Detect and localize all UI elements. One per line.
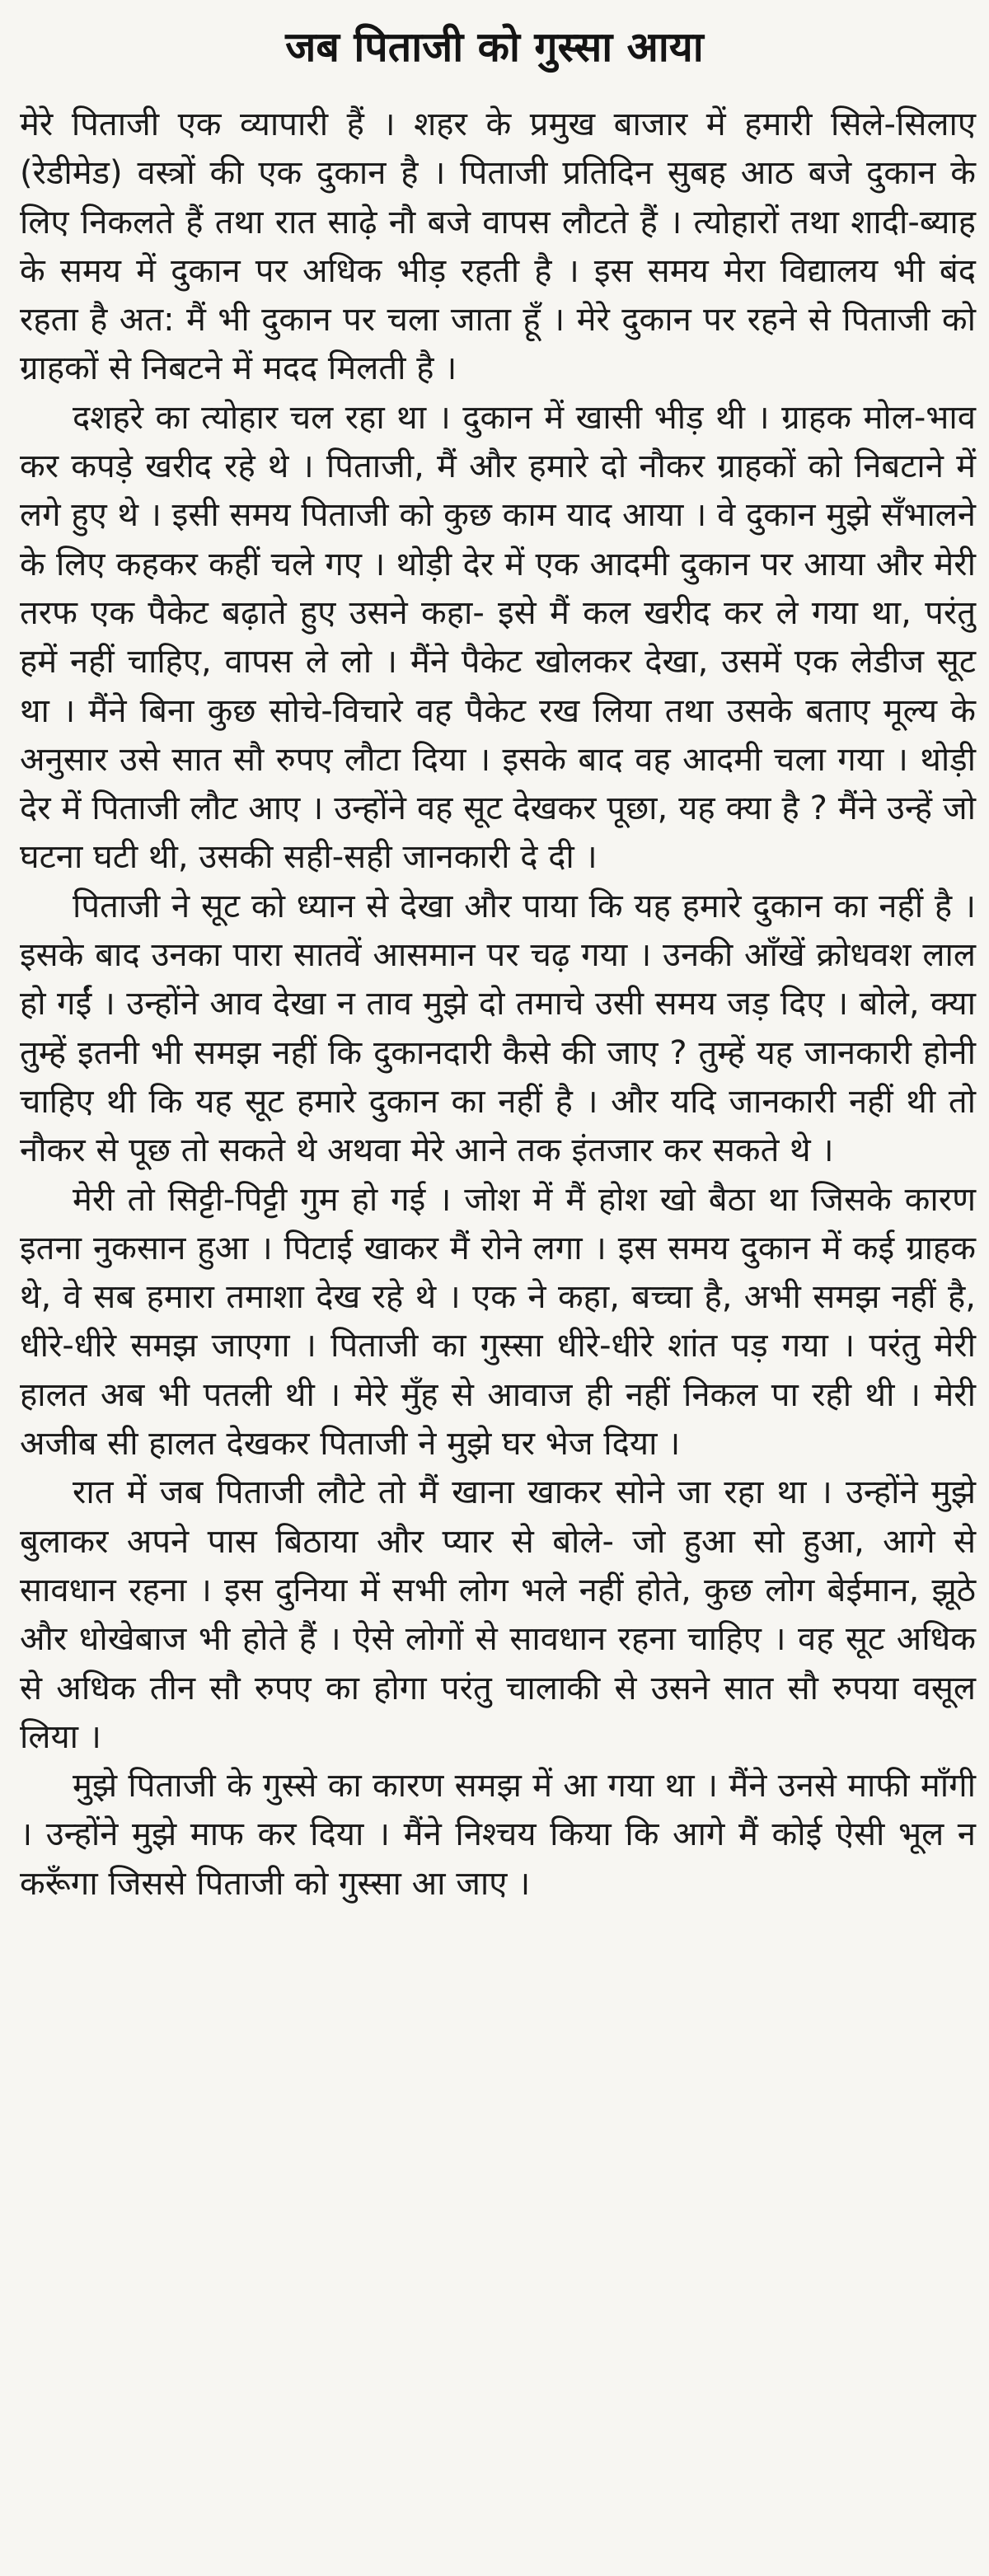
paragraph-3: पिताजी ने सूट को ध्यान से देखा और पाया कि यह हमारे दुकान का नहीं है । इसके बाद उनका पारा सातवें आसमान पर चढ़ गया । उनकी आँखें क्रोधवश लाल हो गईं । उन्होंने आव देखा न ताव मुझे दो तमाचे उसी समय जड़ दिए । बोले, क्या तुम्हें इतनी भी समझ नहीं कि दुकानदारी कैसे की जाए ? तुम्हें यह जानकारी होनी चाहिए थी कि यह सूट हमारे दुकान का नहीं है । और यदि जानकारी नहीं थी तो नौकर से पूछ तो सकते थे अथवा मेरे आने तक इंतजार कर सकते थे । [20, 887, 976, 1170]
essay-body [20, 101, 976, 1909]
paragraph-6: मुझे पिताजी के गुस्से का कारण समझ में आ गया था । मैंने उनसे माफी माँगी । उन्होंने मुझे माफ कर दिया । मैंने निश्चय किया कि आगे मैं कोई ऐसी भूल न करूँगा जिससे पिताजी को गुस्सा आ जाए । [20, 1767, 976, 1903]
paragraph-1: मेरे पिताजी एक व्यापारी हैं । शहर के प्रमुख बाजार में हमारी सिले-सिलाए (रेडीमेड) वस्त्रों की एक दुकान है । पिताजी प्रतिदिन सुबह आठ बजे दुकान के लिए निकलते हैं तथा रात साढ़े नौ बजे वापस लौटते हैं । त्योहारों तथा शादी-ब्याह के समय में दुकान पर अधिक भीड़ रहती है । इस समय मेरा विद्यालय भी बंद रहता है अत: मैं भी दुकान पर चला जाता हूँ । मेरे दुकान पर रहने से पिताजी को ग्राहकों से निबटने में मदद मिलती है । [20, 105, 977, 388]
essay-title: जब पिताजी को गुस्सा आया [285, 23, 704, 71]
paragraph-4: मेरी तो सिट्टी-पिट्टी गुम हो गई । जोश में मैं होश खो बैठा था जिसके कारण इतना नुकसान हुआ । पिटाई खाकर मैं रोने लगा । इस समय दुकान में कई ग्राहक थे, वे सब हमारा तमाशा देख रहे थे । एक ने कहा, बच्चा है, अभी समझ नहीं है, धीरे-धीरे समझ जाएगा । पिताजी का गुस्सा धीरे-धीरे शांत पड़ गया । परंतु मेरी हालत अब भी पतली थी । मेरे मुँह से आवाज ही नहीं निकल पा रही थी । मेरी अजीब सी हालत देखकर पिताजी ने मुझे घर भेज दिया । [20, 1180, 976, 1464]
paragraph-5: रात में जब पिताजी लौटे तो मैं खाना खाकर सोने जा रहा था । उन्होंने मुझे बुलाकर अपने पास बिठाया और प्यार से बोले- जो हुआ सो हुआ, आगे से सावधान रहना । इस दुनिया में सभी लोग भले नहीं होते, कुछ लोग बेईमान, झूठे और धोखेबाज भी होते हैं । ऐसे लोगों से सावधान रहना चाहिए । वह सूट अधिक से अधिक तीन सौ रुपए का होगा परंतु चालाकी से उसने सात सौ रुपया वसूल लिया । [20, 1473, 976, 1756]
paragraph-2: दशहरे का त्योहार चल रहा था । दुकान में खासी भीड़ थी । ग्राहक मोल-भाव कर कपड़े खरीद रहे थे । पिताजी, मैं और हमारे दो नौकर ग्राहकों को निबटाने में लगे हुए थे । इसी समय पिताजी को कुछ काम याद आया । वे दुकान मुझे सँभालने के लिए कहकर कहीं चले गए । थोड़ी देर में एक आदमी दुकान पर आया और मेरी तरफ एक पैकेट बढ़ाते हुए उसने कहा- इसे मैं कल खरीद कर ले गया था, परंतु हमें नहीं चाहिए, वापस ले लो । मैंने पैकेट खोलकर देखा, उसमें एक लेडीज सूट था । मैंने बिना कुछ सोचे-विचारे वह पैकेट रख लिया तथा उसके बताए मूल्य के अनुसार उसे सात सौ रुपए लौटा दिया । इसके बाद वह आदमी चला गया । थोड़ी देर में पिताजी लौट आए । उन्होंने वह सूट देखकर पूछा, यह क्या है ? मैंने उन्हें जो घटना घटी थी, उसकी सही-सही जानकारी दे दी । [20, 398, 976, 877]
